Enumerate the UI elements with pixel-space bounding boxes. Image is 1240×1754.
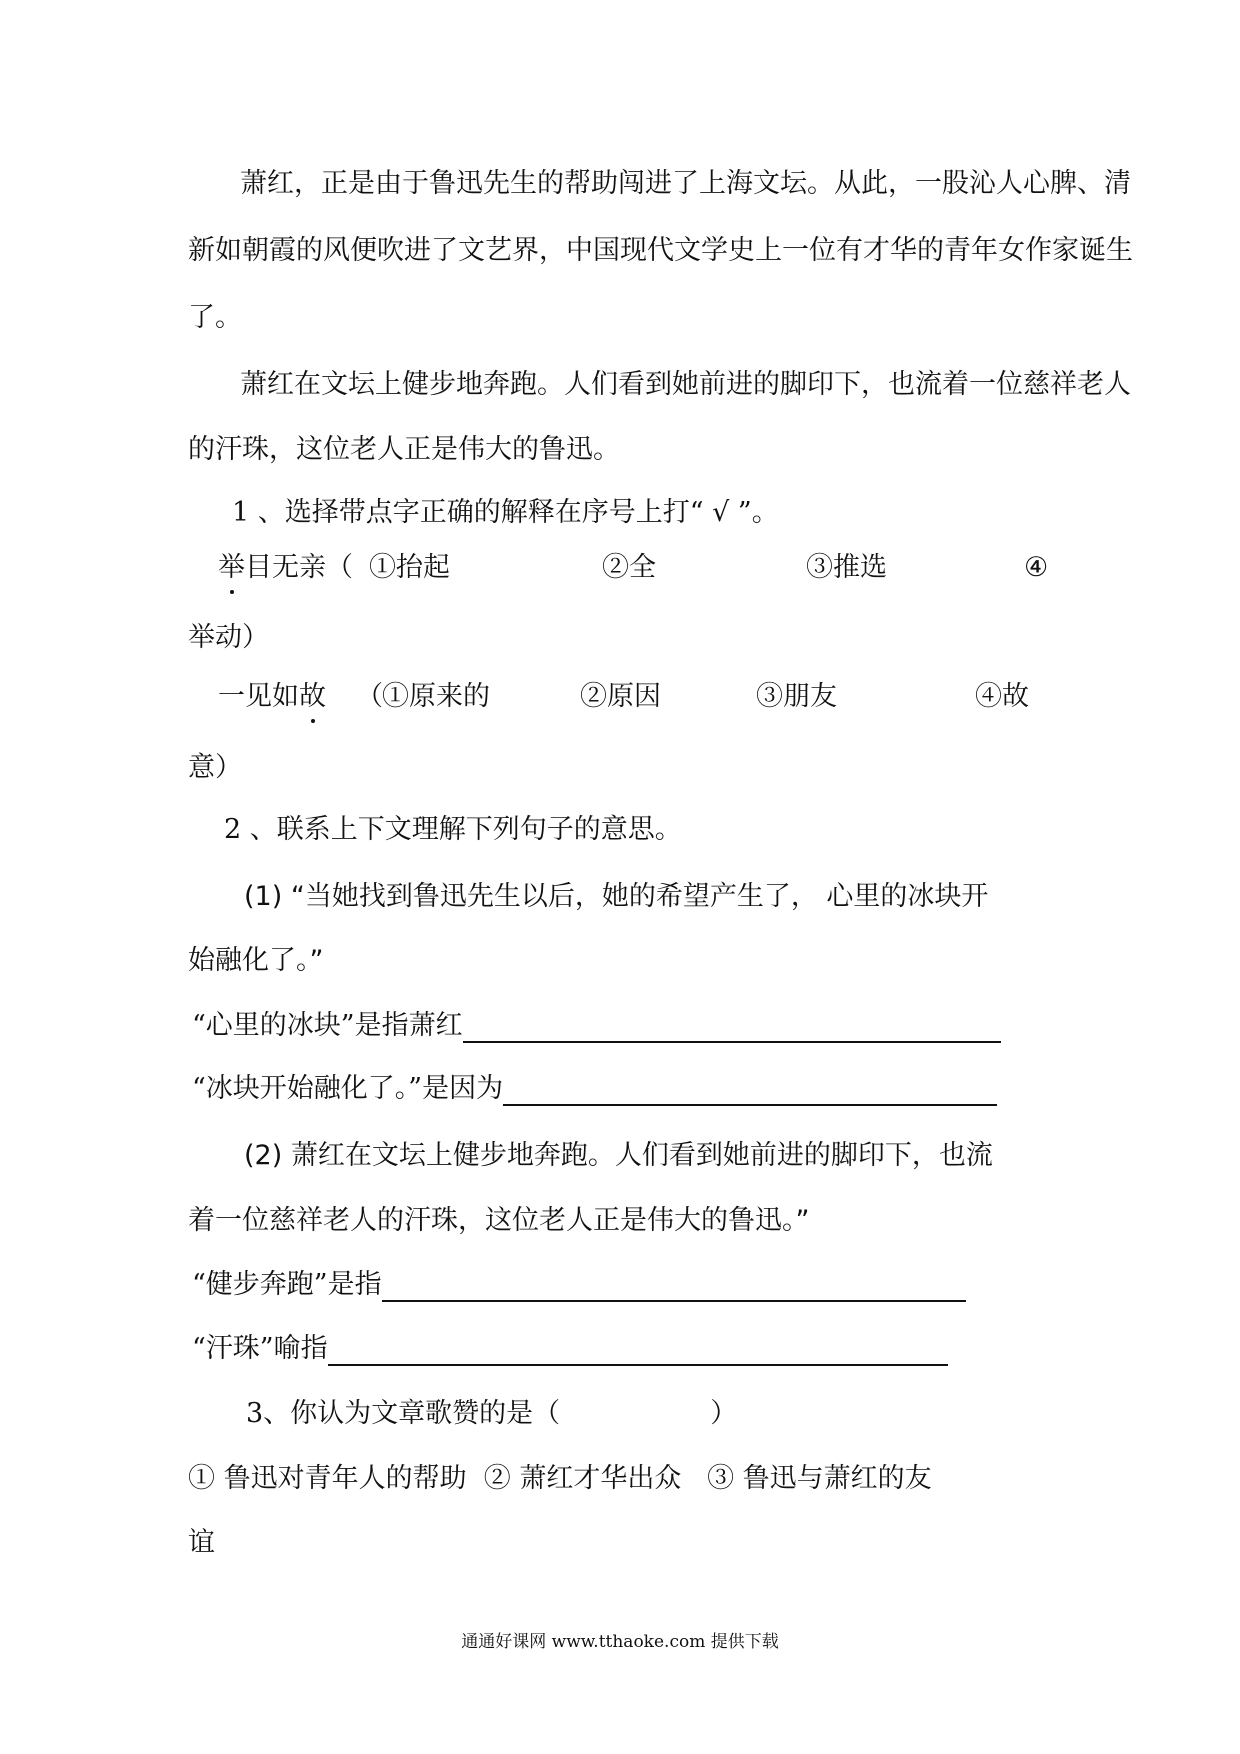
q1-item2-opt3: ③朋友 <box>756 681 837 712</box>
q2-s2-blank1-label: “健步奔跑”是指 <box>192 1269 382 1300</box>
q2-s1-blank2-label: “冰块开始融化了。”是因为 <box>192 1073 504 1104</box>
answer-line[interactable] <box>463 1013 1001 1043</box>
q1-item2-open-paren: （ <box>356 681 383 712</box>
passage-p1-line2: 新如朝霞的风便吹进了文艺界，中国现代文学史上一位有才华的青年女作家诞生 <box>188 235 1133 266</box>
q3-prompt-end: ） <box>710 1398 738 1429</box>
q1-item2-word <box>218 680 326 714</box>
q3-prompt <box>246 1397 737 1431</box>
page-footer: 通通好课网 www.tthaoke.com 提供下载 <box>461 1632 779 1652</box>
answer-line[interactable] <box>382 1272 966 1302</box>
q1-item1-word-rest: 目无亲 <box>245 552 326 583</box>
q1-item2-opt1: ①原来的 <box>382 681 490 712</box>
q1-item1-opt2: ②全 <box>602 552 656 583</box>
passage-p2-line1: 萧红在文坛上健步地奔跑。人们看到她前进的脚印下，也流着一位慈祥老人 <box>240 369 1131 400</box>
q2-prompt: 2 、联系上下文理解下列句子的意思。 <box>224 814 682 845</box>
q1-item1-opt4-text: 举动） <box>188 622 269 653</box>
q3-prompt-start: 3、你认为文章歌赞的是（ <box>246 1398 561 1429</box>
q1-item2-dotted-char: 故 <box>299 681 326 712</box>
q1-item2-opt4-tail: 意） <box>188 752 242 783</box>
q2-s1-line1: (1) “当她找到鲁迅先生以后，她的希望产生了， 心里的冰块开 <box>244 881 989 912</box>
passage-p1-line1: 萧红，正是由于鲁迅先生的帮助闯进了上海文坛。从此，一股沁人心脾、清 <box>240 168 1131 199</box>
q2-s2-line2: 着一位慈祥老人的汗珠，这位老人正是伟大的鲁迅。” <box>188 1205 810 1236</box>
q2-s1-blank1-label: “心里的冰块”是指萧红 <box>192 1010 463 1041</box>
answer-line[interactable] <box>328 1336 948 1366</box>
passage-p2-line2: 的汗珠，这位老人正是伟大的鲁迅。 <box>188 434 620 465</box>
q1-item2-word-start: 一见如 <box>218 681 299 712</box>
q2-s2-blank2-label: “汗珠”喻指 <box>192 1333 328 1364</box>
q1-item1-opt3: ③推选 <box>806 552 887 583</box>
q1-item2-opt2: ②原因 <box>580 681 661 712</box>
q1-prompt: 1 、选择带点字正确的解释在序号上打“ √ ”。 <box>232 497 779 528</box>
q2-s2-blank1 <box>192 1268 966 1302</box>
q1-item2-opt4-head: ④故 <box>975 681 1029 712</box>
q1-item1-dotted-char: 举 <box>218 552 245 583</box>
q3-options-line2: 谊 <box>188 1527 215 1558</box>
q2-s2-line1: (2) 萧红在文坛上健步地奔跑。人们看到她前进的脚印下，也流 <box>244 1140 993 1171</box>
q2-s1-blank1 <box>192 1009 1001 1043</box>
q1-item1-opt4-num: ④ <box>1024 552 1049 583</box>
q2-s1-line2: 始融化了。” <box>188 945 324 976</box>
q2-s1-blank2 <box>192 1072 997 1106</box>
q1-item1-word <box>218 551 353 585</box>
q3-options-line1: ① 鲁迅对青年人的帮助 ② 萧红才华出众 ③ 鲁迅与萧红的友 <box>188 1463 932 1494</box>
passage-p1-line3: 了。 <box>188 302 242 333</box>
q1-item1-opt1: ①抬起 <box>369 552 450 583</box>
q1-item1-open-paren: （ <box>326 552 353 583</box>
q2-s2-blank2 <box>192 1332 948 1366</box>
answer-line[interactable] <box>503 1076 997 1106</box>
